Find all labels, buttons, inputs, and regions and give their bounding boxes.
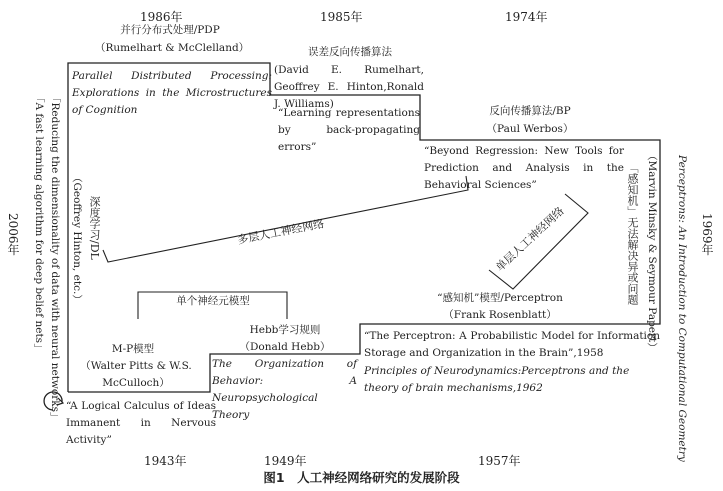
year-2006: 2006年 bbox=[6, 213, 20, 256]
multi-layer-bracket bbox=[103, 176, 468, 262]
perceptrons-book-note: 「感知机」无法解决异或问题 bbox=[626, 162, 639, 305]
year-1949: 1949年 bbox=[264, 454, 307, 468]
hebb-authors: （Donald Hebb） bbox=[239, 341, 331, 353]
backprop-error-authors: (David E. Rumelhart, Geoffrey E. Hinton,Ronald J. Williams) bbox=[274, 64, 424, 110]
figure-caption: 图1 人工神经网络研究的发展阶段 bbox=[263, 470, 460, 485]
perceptron-work-1: “The Perceptron: A Probabilistic Model for Information Storage and Organization in the Brain”,1958 bbox=[364, 330, 660, 359]
perceptron-title: “感知机”模型/Perceptron bbox=[437, 292, 563, 304]
mp-title: M-P模型 bbox=[111, 343, 155, 355]
year-1957: 1957年 bbox=[478, 454, 521, 468]
single-layer-label: 单层人工神经网络 bbox=[493, 204, 567, 274]
dl-work-1: 「Reducing the dimensionality of data with neural networks」 bbox=[49, 92, 61, 423]
backprop-error-title: 误差反向传播算法 bbox=[308, 46, 392, 58]
year-1969: 1969年 bbox=[700, 213, 714, 256]
year-1986: 1986年 bbox=[140, 10, 183, 24]
hebb-title: Hebb学习规则 bbox=[249, 324, 321, 336]
perceptron-work-2: Principles of Neurodynamics:Perceptrons and the theory of brain mechanisms,1962 bbox=[364, 365, 630, 394]
perceptrons-book-title: Perceptrons: An Introduction to Computational Geometry bbox=[676, 155, 688, 462]
dl-title: 深度学习/DL bbox=[88, 196, 101, 260]
multi-layer-label: 多层人工神经网络 bbox=[236, 217, 326, 247]
year-1943: 1943年 bbox=[144, 454, 187, 468]
year-1974: 1974年 bbox=[505, 10, 548, 24]
bp-title: 反向传播算法/BP bbox=[489, 105, 571, 117]
perceptrons-book-authors: （Marvin Minsky & Seymour Papert） bbox=[646, 150, 658, 353]
mp-work: “A Logical Calculus of Ideas Immanent in Nervous Activity” bbox=[66, 400, 216, 446]
pdp-work: Parallel Distributed Processing: Explorations in the Microstructures of Cognition bbox=[72, 70, 272, 116]
backprop-error-work: “Learning representations by back-propagating errors” bbox=[278, 107, 420, 153]
year-1985: 1985年 bbox=[320, 10, 363, 24]
dl-work-2: 「A fast learning algorithm for deep belief nets」 bbox=[33, 92, 45, 354]
bp-work: “Beyond Regression: New Tools for Prediction and Analysis in the Behavioral Sciences” bbox=[424, 145, 624, 191]
perceptron-authors: （Frank Rosenblatt） bbox=[443, 309, 557, 321]
dl-authors: （Geoffrey Hinton, etc.） bbox=[71, 172, 83, 305]
mp-authors: （Walter Pitts & W.S. McCulloch） bbox=[80, 360, 192, 389]
bp-authors: （Paul Werbos） bbox=[486, 123, 574, 135]
hebb-work: The Organization of Behavior: A Neuropsychological Theory bbox=[212, 358, 357, 421]
pdp-authors: （Rumelhart & McClelland） bbox=[95, 42, 250, 54]
single-neuron-label: 单个神经元模型 bbox=[176, 295, 250, 307]
pdp-title: 并行分布式处理/PDP bbox=[120, 24, 220, 36]
